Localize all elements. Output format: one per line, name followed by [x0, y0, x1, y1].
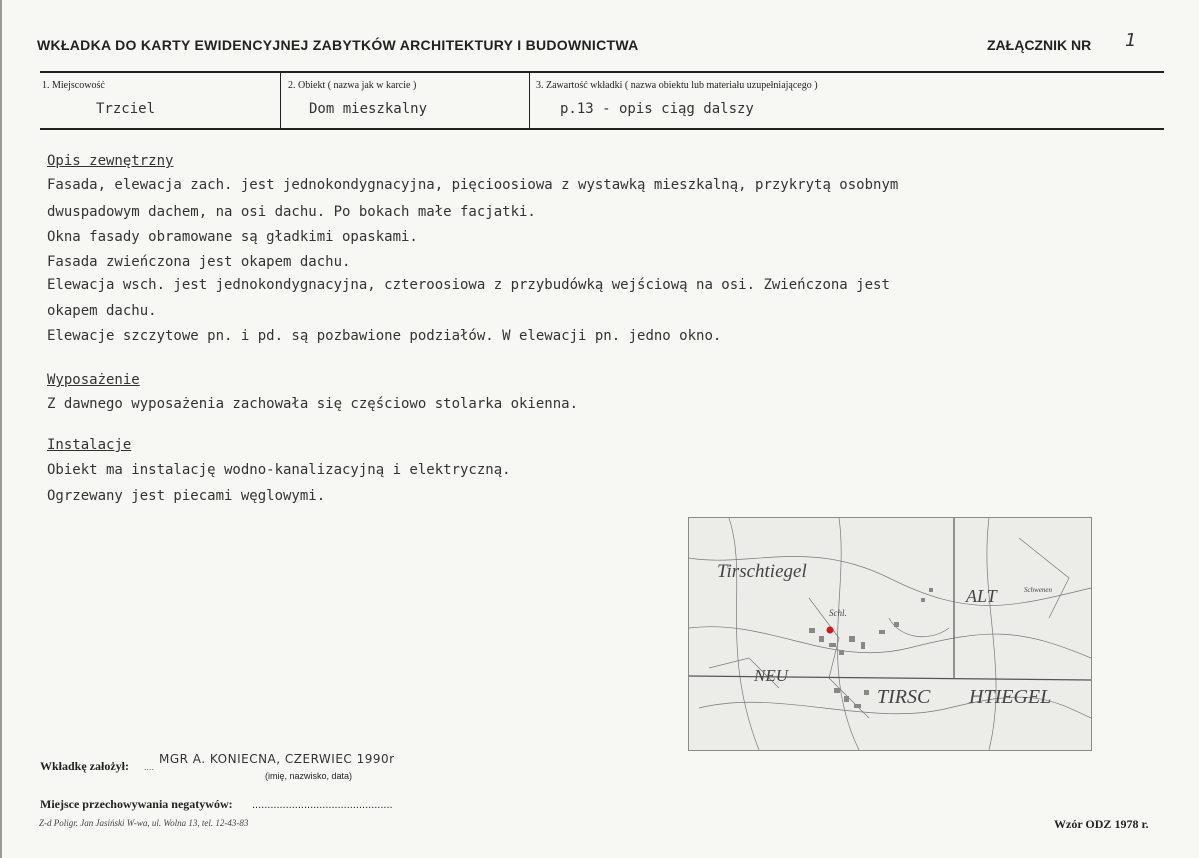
location-marker — [827, 627, 834, 634]
field-separator — [529, 72, 530, 128]
locality-label: 1. Miejscowość — [42, 80, 105, 91]
text-line: Ogrzewany jest piecami węglowymi. — [47, 488, 326, 504]
text-line: Obiekt ma instalację wodno-kanalizacyjną i elektryczną. — [47, 462, 511, 478]
map-label: Schwenen — [1024, 586, 1052, 594]
text-line: Elewacja wsch. jest jednokondygnacyjna, czteroosiowa z przybudówką wejściową na osi. Zwieńczona jest — [47, 277, 890, 293]
contents-label: 3. Zawartość wkładki ( nazwa obiektu lub materiału uzupełniającego ) — [536, 80, 818, 91]
section-title-exterior: Opis zewnętrzny — [47, 153, 174, 169]
locality-value: Trzciel — [96, 101, 156, 117]
prepared-by-hint: (imię, nazwisko, data) — [265, 771, 353, 781]
text-line: okapem dachu. — [47, 303, 157, 319]
section-title-equipment: Wyposażenie — [47, 372, 140, 388]
field-separator — [280, 72, 281, 128]
annex-label: ZAŁĄCZNIK NR — [987, 37, 1092, 53]
text-line: Fasada zwieńczona jest okapem dachu. — [47, 254, 351, 270]
contents-value: p.13 - opis ciąg dalszy — [560, 101, 754, 117]
map-label: ALT — [966, 586, 997, 606]
printer-imprint: Z-d Poligr. Jan Jasiński W-wa, ul. Wolna 13, tel. 12-43-83 — [39, 818, 249, 828]
negatives-label: Miejsce przechowywania negatywów: — [40, 797, 233, 811]
map-drawing — [689, 518, 1091, 750]
prepared-by-signature: MGR A. KONIECNA, CZERWIEC 1990r — [159, 752, 395, 766]
map-label: Schl. — [829, 608, 847, 618]
object-value: Dom mieszkalny — [309, 101, 428, 117]
object-label: 2. Obiekt ( nazwa jak w karcie ) — [288, 80, 417, 91]
text-line: dwuspadowym dachem, na osi dachu. Po bokach małe facjatki. — [47, 204, 536, 220]
location-map — [688, 517, 1092, 751]
prepared-by-label: Wkładkę założył: — [40, 759, 129, 773]
map-label: NEU — [754, 666, 788, 685]
fields-divider — [40, 128, 1164, 130]
form-title: WKŁADKA DO KARTY EWIDENCYJNEJ ZABYTKÓW ARCHITEKTURY I BUDOWNICTWA — [37, 37, 639, 53]
map-label: HTIEGEL — [969, 686, 1052, 708]
map-label: TIRSC — [877, 686, 931, 708]
annex-number: 1 — [1125, 30, 1137, 51]
header-divider — [40, 71, 1164, 73]
section-title-installations: Instalacje — [47, 437, 132, 453]
text-line: Okna fasady obramowane są gładkimi opaskami. — [47, 229, 418, 245]
form-code: Wzór ODZ 1978 r. — [1054, 817, 1149, 831]
negatives-dots: .............................................. — [252, 799, 393, 811]
text-line: Fasada, elewacja zach. jest jednokondygnacyjna, pięcioosiowa z wystawką mieszkalną, przykrytą osobnym — [47, 177, 899, 193]
map-label: Tirschtiegel — [717, 561, 807, 582]
text-line: Z dawnego wyposażenia zachowała się częściowo stolarka okienna. — [47, 396, 579, 412]
text-line: Elewacje szczytowe pn. i pd. są pozbawione podziałów. W elewacji pn. jedno okno. — [47, 328, 722, 344]
dotted-leader: .... — [144, 762, 155, 772]
